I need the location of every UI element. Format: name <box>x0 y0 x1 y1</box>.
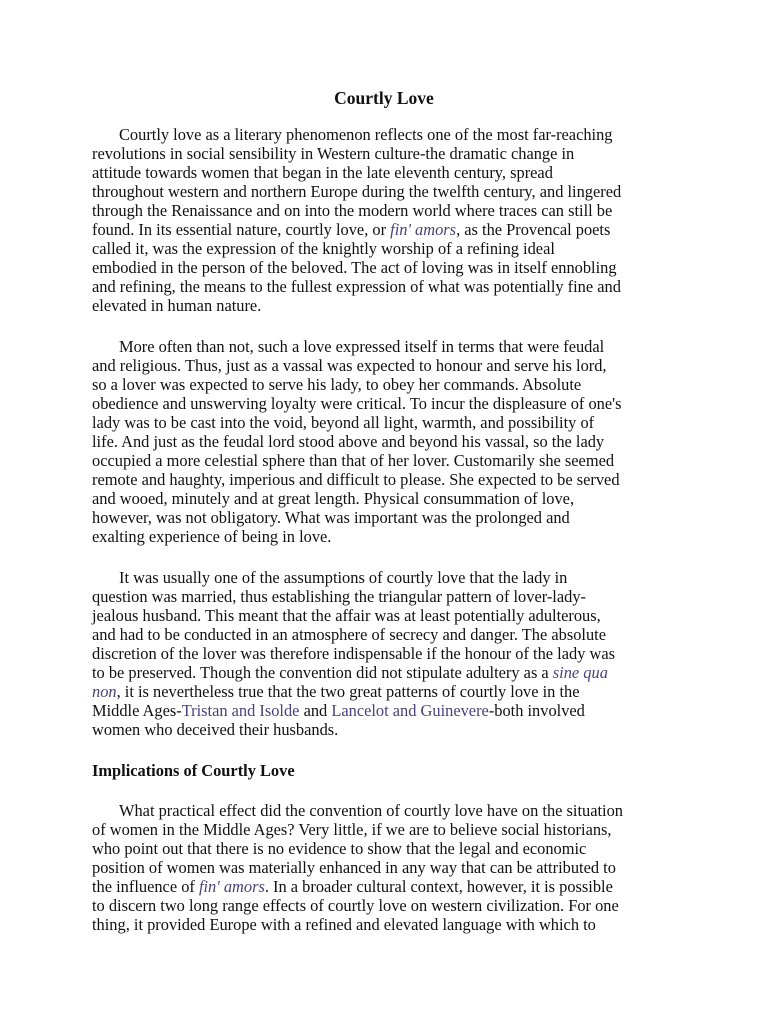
text-run: found. In its essential nature, courtly love, or <box>92 220 391 239</box>
text-line: and wooed, minutely and at great length. Physical consummation of love, <box>92 489 575 508</box>
text-line: through the Renaissance and on into the modern world where traces can still be <box>92 201 613 220</box>
text-line: obedience and unswerving loyalty were critical. To incur the displeasure of one's <box>92 394 622 413</box>
text-line: women who deceived their husbands. <box>92 720 339 739</box>
text-run: to be preserved. Though the convention did not stipulate adultery as a <box>92 663 553 682</box>
italic-term: non <box>92 682 117 701</box>
text-run: Middle Ages- <box>92 701 182 720</box>
text-line: elevated in human nature. <box>92 296 262 315</box>
text-line: lady was to be cast into the void, beyond all light, warmth, and possibility of <box>92 413 595 432</box>
text-line: embodied in the person of the beloved. The act of loving was in itself ennobling <box>92 258 617 277</box>
text-line <box>92 682 580 701</box>
text-line <box>92 701 585 720</box>
text-line: exalting experience of being in love. <box>92 527 332 546</box>
text-line: called it, was the expression of the knightly worship of a refining ideal <box>92 239 555 258</box>
text-line: however, was not obligatory. What was important was the prolonged and <box>92 508 570 527</box>
text-line: occupied a more celestial sphere than that of her lover. Customarily she seemed <box>92 451 615 470</box>
text-line <box>92 220 610 239</box>
text-run: , it is nevertheless true that the two great patterns of courtly love in the <box>116 682 580 701</box>
text-line: of women in the Middle Ages? Very little, if we are to believe social historians, <box>92 820 612 839</box>
text-line: What practical effect did the convention of courtly love have on the situation <box>119 801 623 820</box>
text-line: discretion of the lover was therefore indispensable if the honour of the lady was <box>92 644 615 663</box>
text-line: thing, it provided Europe with a refined and elevated language with which to <box>92 915 596 934</box>
text-line: attitude towards women that began in the late eleventh century, spread <box>92 163 553 182</box>
text-line: jealous husband. This meant that the affair was at least potentially adulterous, <box>92 606 601 625</box>
text-line: and religious. Thus, just as a vassal was expected to honour and serve his lord, <box>92 356 607 375</box>
text-line: remote and haughty, imperious and difficult to please. She expected to be served <box>92 470 620 489</box>
text-run: -both involved <box>488 701 585 720</box>
text-line: so a lover was expected to serve his lady, to obey her commands. Absolute <box>92 375 582 394</box>
text-line: who point out that there is no evidence to show that the legal and economic <box>92 839 587 858</box>
text-run: , as the Provencal poets <box>456 220 611 239</box>
link-tristan-and-isolde[interactable]: Tristan and Isolde <box>181 701 300 720</box>
text-line: revolutions in social sensibility in Western culture-the dramatic change in <box>92 144 575 163</box>
text-line: and refining, the means to the fullest expression of what was potentially fine and <box>92 277 621 296</box>
text-run: and <box>299 701 332 720</box>
text-line <box>92 663 608 682</box>
text-run: . In a broader cultural context, however, it is possible <box>264 877 613 896</box>
text-line: question was married, thus establishing the triangular pattern of lover-lady- <box>92 587 586 606</box>
italic-term: fin' amors <box>198 877 265 896</box>
text-line <box>92 877 613 896</box>
text-line: More often than not, such a love expressed itself in terms that were feudal <box>119 337 605 356</box>
page-title: Courtly Love <box>334 88 434 108</box>
text-line: It was usually one of the assumptions of courtly love that the lady in <box>119 568 568 587</box>
italic-term: sine qua <box>552 663 608 682</box>
text-line: position of women was materially enhanced in any way that can be attributed to <box>92 858 616 877</box>
italic-term: fin' amors <box>390 220 457 239</box>
text-line: to discern two long range effects of courtly love on western civilization. For one <box>92 896 619 915</box>
text-line: throughout western and northern Europe during the twelfth century, and lingered <box>92 182 622 201</box>
text-run: the influence of <box>92 877 199 896</box>
text-line: Courtly love as a literary phenomenon reflects one of the most far-reaching <box>119 125 613 144</box>
link-lancelot-and-guinevere[interactable]: Lancelot and Guinevere <box>331 701 489 720</box>
section-heading: Implications of Courtly Love <box>92 761 295 780</box>
text-line: life. And just as the feudal lord stood above and beyond his vassal, so the lady <box>92 432 605 451</box>
text-line: and had to be conducted in an atmosphere of secrecy and danger. The absolute <box>92 625 606 644</box>
